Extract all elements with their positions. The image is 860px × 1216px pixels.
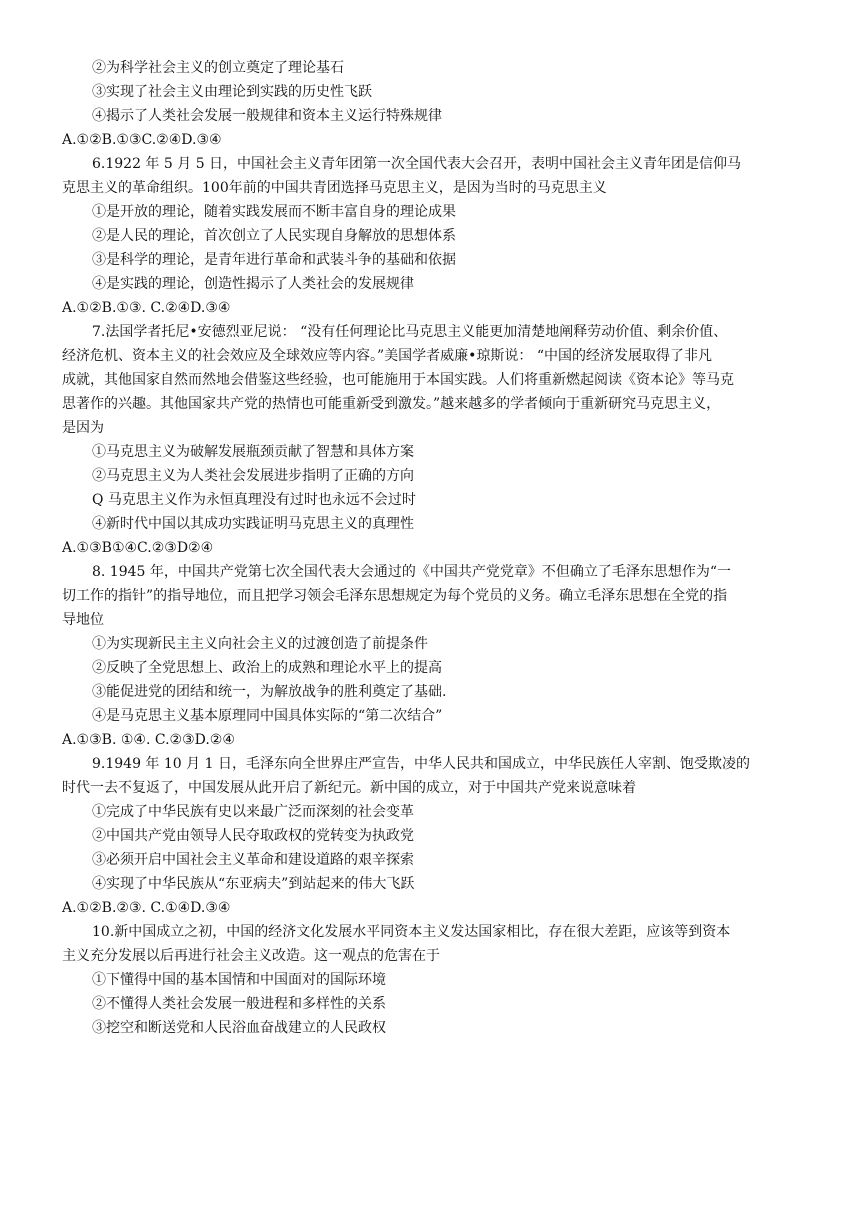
- answer-choices: A.①②B.②③. C.①④D.③④: [62, 900, 231, 916]
- option-line: ③能促进党的团结和统一，为解放战争的胜利奠定了基础.: [92, 684, 447, 700]
- question-7-stem-continued: 经济危机、资本主义的社会效应及全球效应等内容。”美国学者威廉•琼斯说： “中国的经济发展取得了非凡: [62, 348, 713, 364]
- option-line: Q 马克思主义作为永恒真理没有过时也永远不会过时: [92, 492, 416, 508]
- option-line: ②不懂得人类社会发展一般进程和多样性的关系: [92, 996, 386, 1012]
- question-10-stem: 10.新中国成立之初，中国的经济文化发展水平同资本主义发达国家相比，存在很大差距，应该等到资本: [92, 924, 731, 940]
- question-9-stem-continued: 时代一去不复返了，中国发展从此开启了新纪元。新中国的成立，对于中国共产党来说意味着: [62, 780, 636, 796]
- option-line: ①是开放的理论，随着实践发展而不断丰富自身的理论成果: [92, 204, 456, 220]
- option-line: ①马克思主义为破解发展瓶颈贡献了智慧和具体方案: [92, 444, 414, 460]
- option-line: ④实现了中华民族从“东亚病夫”到站起来的伟大飞跃: [92, 876, 415, 892]
- question-7-stem: 7.法国学者托尼•安德烈亚尼说： “没有任何理论比马克思主义能更加清楚地阐释劳动价值、剩余价值、: [92, 324, 728, 340]
- option-line: ②中国共产党由领导人民夺取政权的党转变为执政党: [92, 828, 414, 844]
- question-8-stem-continued: 切工作的指针”的指导地位，而且把学习领会毛泽东思想规定为每个党员的义务。确立毛泽东思想在全党的指: [62, 588, 728, 604]
- answer-choices: A.①②B.①③. C.②④D.③④: [62, 300, 231, 316]
- question-7-stem-continued: 思著作的兴趣。其他国家共产党的热情也可能重新受到激发。”越来越多的学者倾向于重新研究马克思主义，: [62, 396, 721, 412]
- option-line: ①下懂得中国的基本国情和中国面对的国际环境: [92, 972, 386, 988]
- question-8-stem-continued: 导地位: [62, 612, 104, 628]
- answer-choices: A.①②B.①③C.②④D.③④: [62, 132, 222, 148]
- question-7-stem-continued: 是因为: [62, 420, 104, 436]
- option-line: ③挖空和断送党和人民浴血奋战建立的人民政权: [92, 1020, 386, 1036]
- answer-choices: A.①③B. ①④. C.②③D.②④: [62, 732, 235, 748]
- option-line: ①完成了中华民族有史以来最广泛而深刻的社会变革: [92, 804, 414, 820]
- question-6-stem: 6.1922 年 5 月 5 日，中国社会主义青年团第一次全国代表大会召开，表明中国社会主义青年团是信仰马: [92, 156, 742, 172]
- question-9-stem: 9.1949 年 10 月 1 日，毛泽东向全世界庄严宣告，中华人民共和国成立，中华民族任人宰割、饱受欺凌的: [92, 756, 750, 772]
- option-line: ④新时代中国以其成功实践证明马克思主义的真理性: [92, 516, 414, 532]
- option-line: ②是人民的理论，首次创立了人民实现自身解放的思想体系: [92, 228, 456, 244]
- question-6-stem-continued: 克思主义的革命组织。100年前的中国共青团选择马克思主义，是因为当时的马克思主义: [62, 180, 607, 196]
- option-line: ④揭示了人类社会发展一般规律和资本主义运行特殊规律: [92, 108, 442, 124]
- option-line: ②为科学社会主义的创立奠定了理论基石: [92, 60, 344, 76]
- question-8-stem: 8. 1945 年，中国共产党第七次全国代表大会通过的《中国共产党党章》不但确立了毛泽东思想作为“一: [92, 564, 732, 580]
- option-line: ③必须开启中国社会主义革命和建设道路的艰辛探索: [92, 852, 414, 868]
- option-line: ④是马克思主义基本原理同中国具体实际的“第二次结合”: [92, 708, 443, 724]
- option-line: ①为实现新民主主义向社会主义的过渡创造了前提条件: [92, 636, 428, 652]
- option-line: ③实现了社会主义由理论到实践的历史性飞跃: [92, 84, 372, 100]
- question-10-stem-continued: 主义充分发展以后再进行社会主义改造。这一观点的危害在于: [62, 948, 440, 964]
- option-line: ④是实践的理论，创造性揭示了人类社会的发展规律: [92, 276, 414, 292]
- option-line: ②反映了全党思想上、政治上的成熟和理论水平上的提高: [92, 660, 442, 676]
- option-line: ③是科学的理论，是青年进行革命和武装斗争的基础和依据: [92, 252, 456, 268]
- answer-choices: A.①③B①④C.②③D②④: [62, 540, 214, 556]
- option-line: ②马克思主义为人类社会发展进步指明了正确的方向: [92, 468, 414, 484]
- question-7-stem-continued: 成就，其他国家自然而然地会借鉴这些经验，也可能施用于本国实践。人们将重新燃起阅读《资本论》等马克: [62, 372, 734, 388]
